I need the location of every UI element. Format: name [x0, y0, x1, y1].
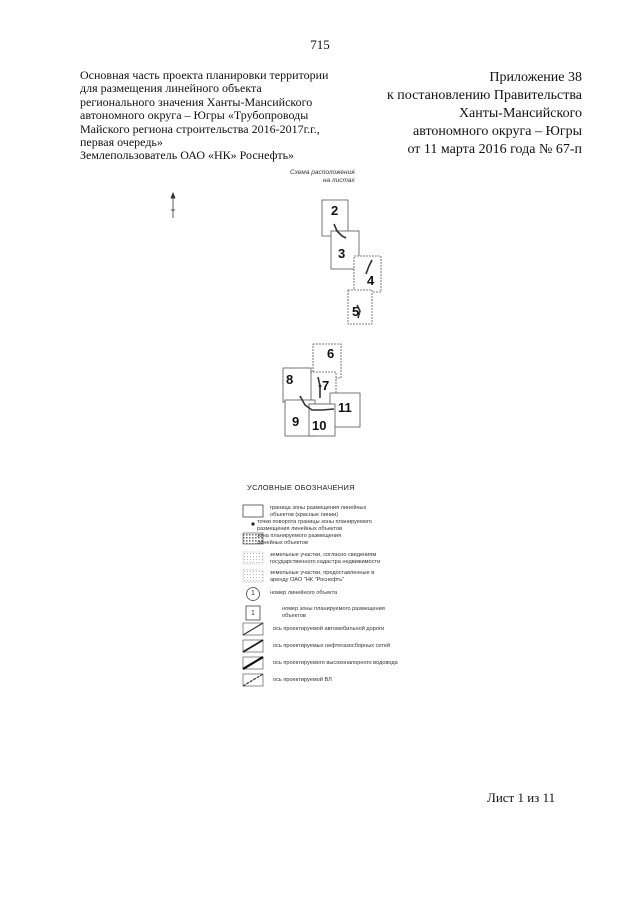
project-title-line: регионального значения Ханты-Мансийского: [80, 94, 313, 109]
sheet-label-8: 8: [286, 372, 294, 387]
power-axis-symbol: [243, 674, 263, 686]
page-number: 715: [310, 37, 330, 52]
sheet-label-7: 7: [322, 378, 330, 393]
legend-item-water-axis: ось проектируемого высоконапорного водовода: [273, 660, 398, 666]
sheet-label-5: 5: [352, 304, 360, 319]
legend-item-oil-gas-axis: ось проектируемых нефтегазосборных сетей: [273, 643, 391, 649]
dotted-parcel-symbol: [243, 552, 263, 564]
project-title-line: автономного округа – Югры «Трубопроводы: [80, 108, 309, 123]
legend-item-planned-zone: зона планируемого размещения линейных объектов: [257, 533, 341, 546]
scheme-caption-line: на листах: [322, 177, 355, 184]
red-line-boundary-symbol: [243, 505, 263, 517]
project-title-line: Майского региона строительства 2016-2017г.г.,: [80, 121, 320, 136]
legend-item-cadastre-parcels: земельные участки, согласно сведениям государственного кадастра недвижимости: [270, 552, 381, 565]
sheet-label-9: 9: [292, 414, 300, 429]
appendix-date: от 11 марта 2016 года № 67-п: [407, 142, 582, 157]
sheet-label-11: 11: [338, 400, 352, 415]
legend-item-leased-parcels: земельные участки, предоставленные в аренду ОАО "НК "Роснефть": [270, 570, 375, 583]
sheet-label-2: 2: [331, 203, 339, 218]
legend-item-zone-number: номер зоны планируемого размещения объектов: [282, 606, 385, 619]
legend-item-road-axis: ось проектируемой автомобильной дороги: [273, 626, 385, 632]
project-title-line: первая очередь»: [80, 135, 163, 150]
sheet-counter: Лист 1 из 11: [487, 790, 556, 805]
appendix-line: к постановлению Правительства: [386, 88, 582, 103]
legend-item-red-lines: граница зоны размещения линейных объектов (красные линии): [270, 505, 367, 518]
sheet-label-4: 4: [367, 273, 375, 288]
oil-gas-axis-symbol: [243, 640, 263, 652]
land-user-line: Землепользователь ОАО «НК» Роснефть»: [80, 148, 295, 163]
road-axis-symbol: [243, 623, 263, 635]
water-axis-symbol: [243, 657, 263, 669]
sheet-label-6: 6: [327, 346, 335, 361]
scheme-caption-line: Схема расположения: [290, 169, 355, 176]
legend-item-object-number: номер линейного объекта: [270, 590, 338, 596]
sheet-label-10: 10: [312, 418, 327, 433]
appendix-line: автономного округа – Югры: [413, 124, 582, 139]
turn-point-symbol: [251, 522, 254, 525]
project-title-line: для размещения линейного объекта: [80, 81, 262, 96]
legend-title: УСЛОВНЫЕ ОБОЗНАЧЕНИЯ: [247, 483, 355, 492]
legend-item-power-axis: ось проектируемой ВЛ: [273, 677, 332, 683]
appendix-line: Ханты-Мансийского: [458, 106, 582, 121]
project-title-line: Основная часть проекта планировки территории: [80, 68, 329, 82]
appendix-number: Приложение 38: [489, 70, 582, 85]
legend-item-turn-points: точки поворота границы зоны планируемого размещения линейных объектов: [257, 519, 372, 532]
dashed-parcel-symbol: [243, 570, 263, 582]
zone-number-symbol-text: 1: [251, 610, 255, 617]
sheet-label-3: 3: [338, 246, 346, 261]
object-number-symbol-text: 1: [251, 590, 255, 597]
